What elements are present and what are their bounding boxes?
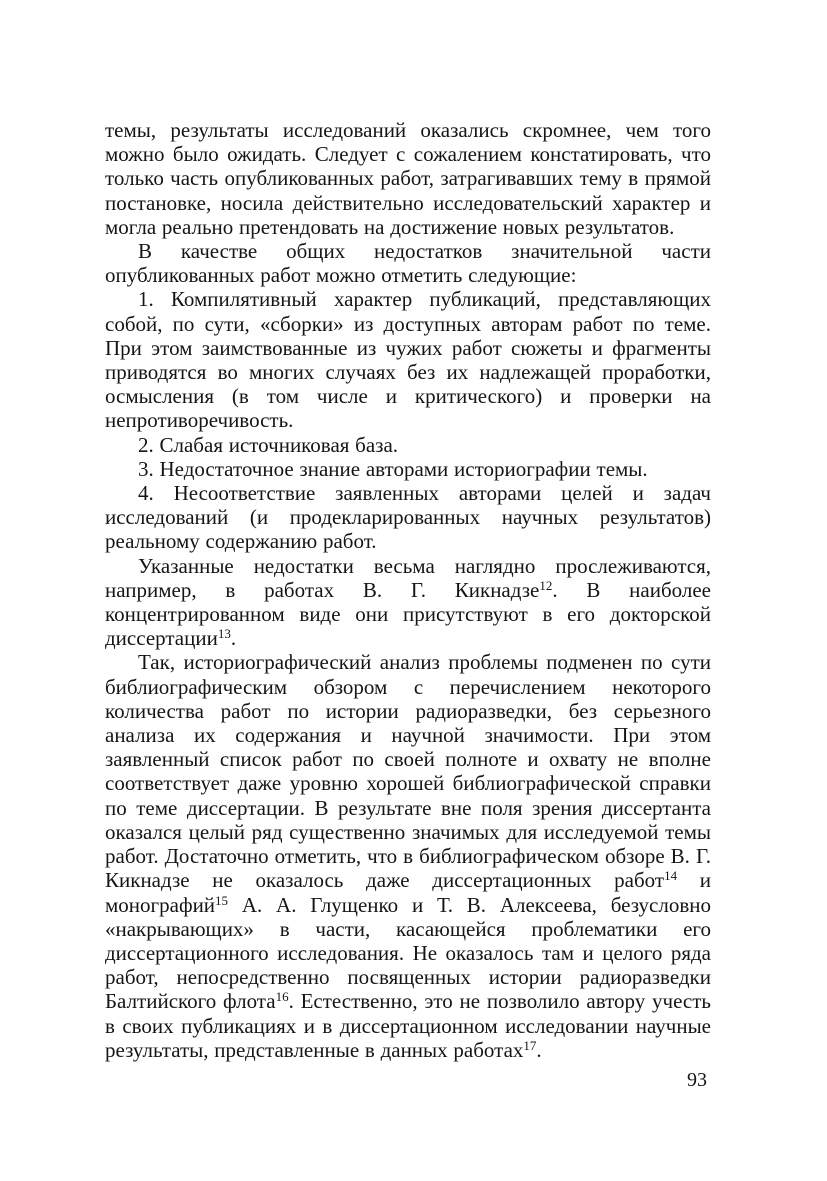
paragraph: темы, результаты исследований оказались скромнее, чем того можно было ожидать. Следует с сожалением констатировать, что только часть опубликованных работ, затрагивавших тему в прямой постановке, носила действительно исследовательский характер и могла реально претендовать на достижение новых результатов.: [105, 118, 711, 239]
page-number: 93: [687, 1069, 707, 1091]
paragraph: 1. Компилятивный характер публикаций, представляющих собой, по сути, «сборки» из доступных авторам работ по теме. При этом заимствованные из чужих работ сюжеты и фрагменты приводятся во многих случаях без их надлежащей проработки, осмысления (в том числе и критического) и проверки на непротиворечивость.: [105, 287, 711, 433]
paragraph: 2. Слабая источниковая база.: [138, 432, 399, 457]
footnote-reference: 12: [539, 577, 553, 593]
footnote-reference: 13: [217, 626, 231, 642]
footnote-reference: 15: [215, 892, 229, 908]
footnote-reference: 16: [275, 989, 289, 1005]
page-text: [105, 118, 711, 1062]
paragraph: 3. Недостаточное знание авторами историографии темы.: [138, 456, 648, 481]
footnote-reference: 17: [523, 1037, 537, 1053]
footnote-reference: 14: [664, 868, 678, 884]
paragraph: Указанные недостатки весьма наглядно прослеживаются, например, в работах В. Г. Кикнадзе$^{12}$. В наиболее концентрированном виде они присутствуют в его докторской диссертации$^{13}$.: [105, 553, 711, 651]
paragraph: 4. Несоответствие заявленных авторами целей и задач исследований (и продекларированных научных результатов) реальному содержанию работ.: [105, 481, 711, 554]
paragraph: В качестве общих недостатков значительной части опубликованных работ можно отметить следующие:: [105, 239, 711, 288]
paragraph: Так, историографический анализ проблемы подменен по сути библиографическим обзором с перечислением некоторого количества работ по истории радиоразведки, без серьезного анализа их содержания и научной значимости. При этом заявленный список работ по своей полноте и охвату не вполне соответствует даже уровню хорошей библиографической справки по теме диссертации. В результате вне поля зрения диссертанта оказался целый ряд существенно значимых для исследуемой темы работ. Достаточно отметить, что в библиографическом обзоре В. Г. Кикнадзе не оказалось даже диссертационных работ$^{14}$ и монографий$^{15}$ А. А. Глущенко и Т. В. Алексеева, безусловно «накрывающих» в части, касающейся проблематики его диссертационного исследования. Не оказалось там и целого ряда работ, непосредственно посвященных истории радиоразведки Балтийского флота$^{16}$. Естественно, это не позволило автору учесть в своих публикациях и в диссертационном исследовании научные результаты, представленные в данных работах$^{17}$.: [105, 650, 711, 1062]
